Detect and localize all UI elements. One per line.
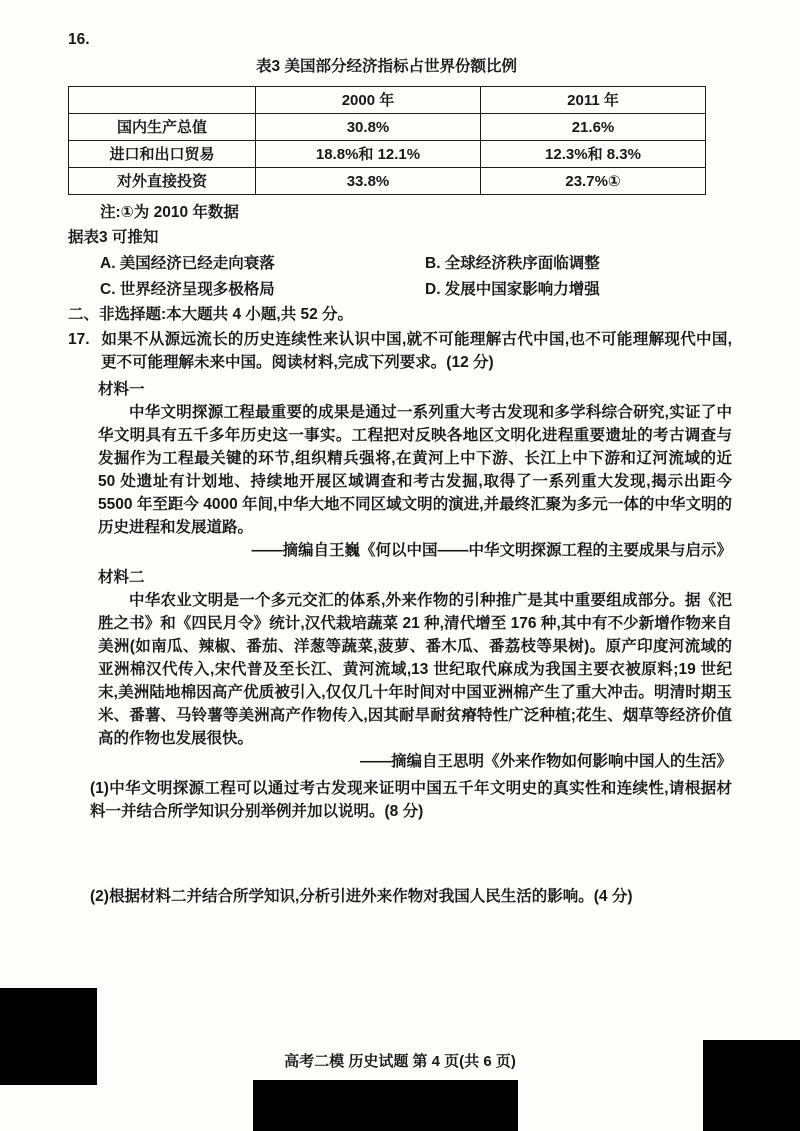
question-17 (68, 328, 732, 908)
material-2-label: 材料二 (98, 569, 145, 586)
table-corner-cell (69, 87, 256, 114)
cell-value: 23.7%① (481, 168, 706, 195)
cell-value: 18.8%和 12.1% (256, 141, 481, 168)
question-16-number: 16. (68, 31, 90, 48)
table-3 (68, 86, 706, 195)
scan-artifact-block-middle (253, 1080, 518, 1131)
cell-value: 21.6% (481, 114, 706, 141)
table-header-2000: 2000 年 (256, 87, 481, 114)
question-16-options (68, 251, 732, 303)
table-3-title: 表3 美国部分经济指标占世界份额比例 (256, 58, 517, 75)
question-17-number: 17. (68, 331, 90, 348)
question-16 (68, 28, 732, 303)
material-1-source: ——摘编自王巍《何以中国——中华文明探源工程的主要成果与启示》 (251, 542, 732, 559)
question-17-intro-text: 如果不从源远流长的历史连续性来认识中国,就不可能理解古代中国,也不可能理解现代中国,更不可能理解未来中国。阅读材料,完成下列要求。(12 分) (101, 331, 732, 371)
scan-artifact-block-right (703, 1040, 800, 1131)
option-c: C. 世界经济呈现多极格局 (100, 281, 275, 298)
material-2-text: 中华农业文明是一个多元交汇的体系,外来作物的引种推广是其中重要组成部分。据《汜胜之书》和《四民月令》统计,汉代栽培蔬菜 21 种,清代增至 176 种,其中有不少新增作物来自美洲(如南瓜、辣椒、番茄、洋葱等蔬菜,菠萝、番木瓜、番荔枝等果树)。原产印度河流域的亚洲棉汉代传入,宋代普及至长江、黄河流域,13 世纪取代麻成为我国主要衣被原料;19 世纪末,美洲陆地棉因高产优质被引入,仅仅几十年时间对中国亚洲棉产生了重大冲击。明清时期玉米、番薯、马铃薯等美洲高产作物传入,因其耐旱耐贫瘠特性广泛种植;花生、烟草等经济价值高的作物也发展很快。 (98, 592, 732, 747)
question-16-stem: 据表3 可推知 (68, 229, 159, 246)
table-header-2011: 2011 年 (481, 87, 706, 114)
sub-question-2: (2)根据材料二并结合所学知识,分析引进外来作物对我国人民生活的影响。(4 分) (90, 888, 633, 905)
question-17-intro (68, 328, 732, 374)
option-b: B. 全球经济秩序面临调整 (425, 255, 600, 272)
row-label: 进口和出口贸易 (69, 141, 256, 168)
cell-value: 12.3%和 8.3% (481, 141, 706, 168)
sub-question-1: (1)中华文明探源工程可以通过考古发现来证明中国五千年文明史的真实性和连续性,请根据材料一并结合所学知识分别举例并加以说明。(8 分) (90, 780, 732, 820)
scan-artifact-block-left (0, 988, 97, 1085)
cell-value: 30.8% (256, 114, 481, 141)
row-label: 国内生产总值 (69, 114, 256, 141)
table-note: 注:①为 2010 年数据 (100, 204, 239, 221)
material-1-label: 材料一 (98, 381, 145, 398)
option-a: A. 美国经济已经走向衰落 (100, 255, 275, 272)
table-row (69, 141, 706, 168)
table-row (69, 168, 706, 195)
page-content (68, 28, 732, 908)
table-row (69, 114, 706, 141)
material-1-text: 中华文明探源工程最重要的成果是通过一系列重大考古发现和多学科综合研究,实证了中华文明具有五千多年历史这一事实。工程把对反映各地区文明化进程重要遗址的考古调查与发掘作为工程最关键的环节,组织精兵强将,在黄河上中下游、长江上中下游和辽河流域的近 50 处遗址有计划地、持续地开展区域调查和考古发掘,取得了一系列重大发现,揭示出距今 5500 年至距今 4000 年间,中华大地不同区域文明的演进,并最终汇聚为多元一体的中华文明的历史进程和发展道路。 (98, 404, 732, 536)
page-footer: 高考二模 历史试题 第 4 页(共 6 页) (284, 1053, 516, 1070)
section-2-header: 二、非选择题:本大题共 4 小题,共 52 分。 (68, 306, 354, 323)
option-d: D. 发展中国家影响力增强 (425, 281, 600, 298)
material-2-source: ——摘编自王思明《外来作物如何影响中国人的生活》 (359, 753, 732, 770)
row-label: 对外直接投资 (69, 168, 256, 195)
table-header-row (69, 87, 706, 114)
cell-value: 33.8% (256, 168, 481, 195)
